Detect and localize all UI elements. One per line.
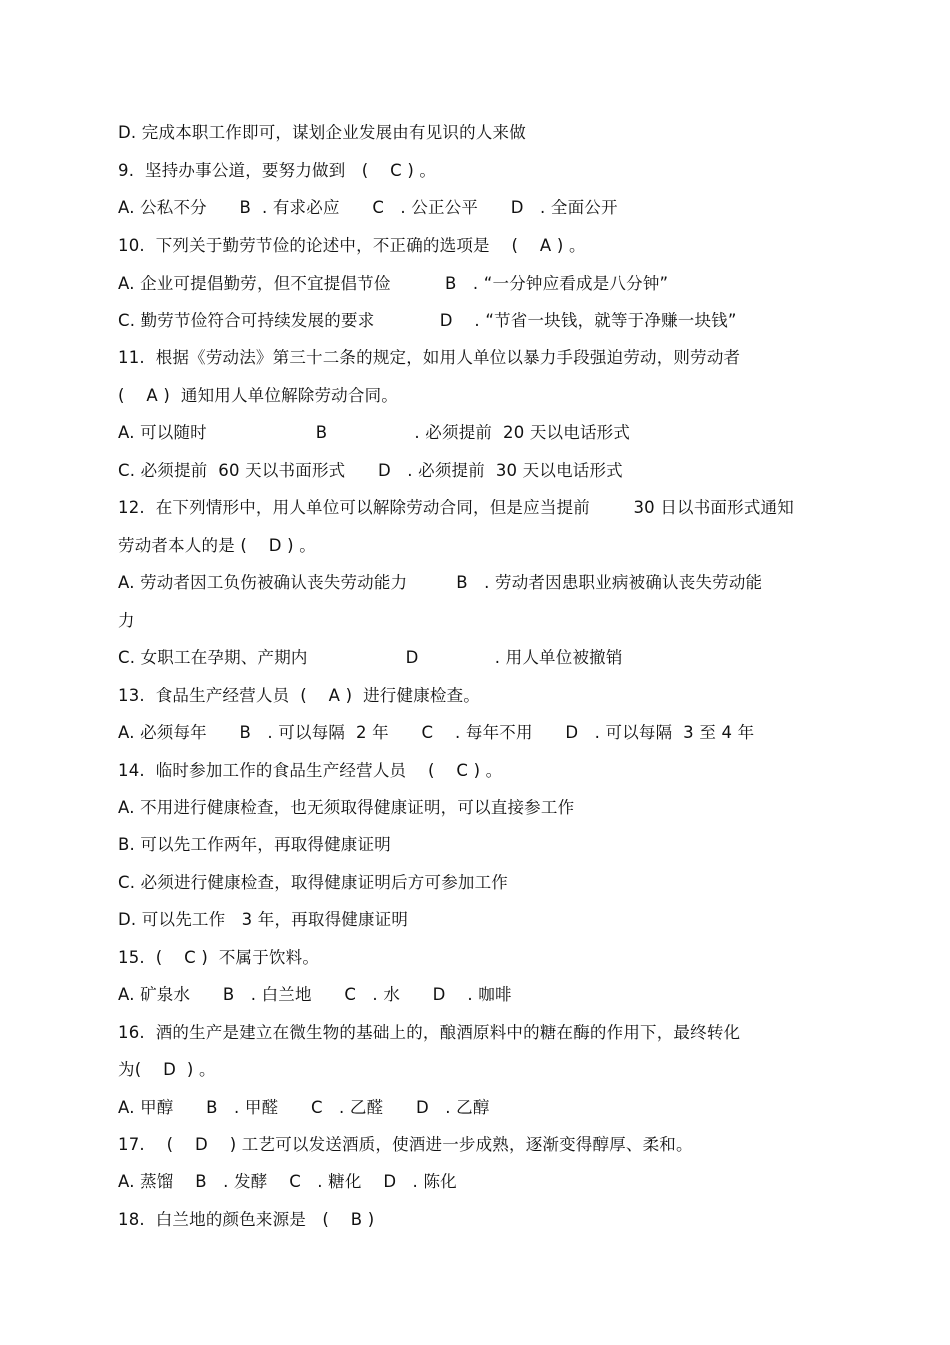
question-14-option-a: A. 不用进行健康检查，也无须取得健康证明，可以直接参工作 — [118, 798, 575, 817]
question-12-options-ab-cont: 力 — [118, 611, 135, 630]
question-11: 11. 根据《劳动法》第三十二条的规定，如用人单位以暴力手段强迫劳动，则劳动者 — [118, 348, 741, 367]
question-17-options: A. 蒸馏 B . 发酵 C . 糖化 D . 陈化 — [118, 1172, 457, 1191]
question-9: 9. 坚持办事公道，要努力做到 ( C ) 。 — [118, 161, 437, 180]
text-line: D. 完成本职工作即可，谋划企业发展由有见识的人来做 — [118, 123, 526, 142]
question-12-options-ab: A. 劳动者因工负伤被确认丧失劳动能力 B . 劳动者因患职业病被确认丧失劳动能 — [118, 573, 763, 592]
question-9-options: A. 公私不分 B . 有求必应 C . 公正公平 D . 全面公开 — [118, 198, 618, 217]
question-14: 14. 临时参加工作的食品生产经营人员 ( C ) 。 — [118, 761, 503, 780]
question-17: 17. ( D ) 工艺可以发送酒质，使酒进一步成熟，逐渐变得醇厚、柔和。 — [118, 1135, 693, 1154]
question-10: 10. 下列关于勤劳节俭的论述中，不正确的选项是 ( A ) 。 — [118, 236, 586, 255]
question-10-options-ab: A. 企业可提倡勤劳，但不宜提倡节俭 B . “一分钟应看成是八分钟” — [118, 274, 669, 293]
question-15-options: A. 矿泉水 B . 白兰地 C . 水 D . 咖啡 — [118, 985, 512, 1004]
question-11-cont: ( A ) 通知用人单位解除劳动合同。 — [118, 386, 398, 405]
question-13: 13. 食品生产经营人员 ( A ) 进行健康检查。 — [118, 686, 480, 705]
question-15: 15. ( C ) 不属于饮料。 — [118, 948, 320, 967]
question-14-option-c: C. 必须进行健康检查，取得健康证明后方可参加工作 — [118, 873, 509, 892]
question-13-options: A. 必须每年 B . 可以每隔 2 年 C . 每年不用 D . 可以每隔 3 至 4 年 — [118, 723, 755, 742]
question-12: 12. 在下列情形中，用人单位可以解除劳动合同，但是应当提前 30 日以书面形式通知 — [118, 498, 794, 517]
question-14-option-b: B. 可以先工作两年，再取得健康证明 — [118, 835, 391, 854]
question-16-cont: 为( D ) 。 — [118, 1060, 216, 1079]
question-16: 16. 酒的生产是建立在微生物的基础上的，酿酒原料中的糖在酶的作用下，最终转化 — [118, 1023, 741, 1042]
question-12-cont: 劳动者本人的是 ( D ) 。 — [118, 536, 316, 555]
question-11-options-cd: C. 必须提前 60 天以书面形式 D . 必须提前 30 天以电话形式 — [118, 461, 623, 480]
question-11-options-ab: A. 可以随时 B . 必须提前 20 天以电话形式 — [118, 423, 631, 442]
question-14-option-d: D. 可以先工作 3 年，再取得健康证明 — [118, 910, 409, 929]
question-16-options: A. 甲醇 B . 甲醛 C . 乙醛 D . 乙醇 — [118, 1098, 490, 1117]
question-12-options-cd: C. 女职工在孕期、产期内 D . 用人单位被撤销 — [118, 648, 623, 667]
question-18: 18. 白兰地的颜色来源是 ( B ) — [118, 1210, 375, 1229]
question-10-options-cd: C. 勤劳节俭符合可持续发展的要求 D . “节省一块钱，就等于净赚一块钱” — [118, 311, 737, 330]
